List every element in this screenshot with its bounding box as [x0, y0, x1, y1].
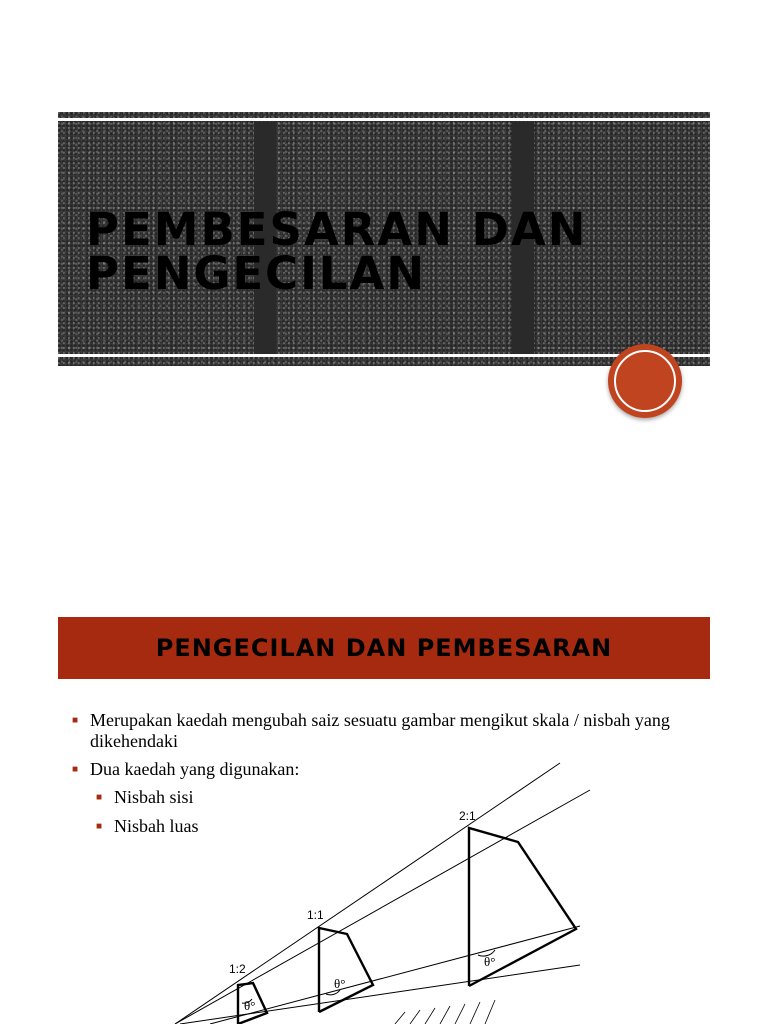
banner-top-rule [58, 118, 710, 121]
projection-ray [175, 763, 560, 1024]
scale-label-1-1: 1:1 [307, 908, 324, 922]
hatch-mark [425, 1008, 435, 1024]
scale-label-2-1: 2:1 [459, 809, 476, 823]
slide-title [86, 203, 588, 300]
section-heading: PENGECILAN DAN PEMBESARAN [155, 634, 613, 662]
banner-bottom-rule [58, 354, 710, 357]
slide-title-line-1: PEMBESARAN DAN [86, 203, 588, 256]
hatch-mark [440, 1006, 450, 1024]
bullet-square-icon: ■ [72, 715, 79, 726]
bullet-square-icon: ■ [96, 792, 103, 803]
angle-label: θ° [334, 976, 346, 991]
slide-title-line-2: PENGECILAN [86, 247, 426, 300]
hatch-mark [410, 1010, 420, 1024]
accent-circle-icon [608, 344, 682, 418]
hatch-mark [470, 1002, 480, 1024]
bullet-item [72, 710, 712, 752]
angle-label: θ° [244, 998, 256, 1013]
bullet-text: Merupakan kaedah mengubah saiz sesuatu gambar mengikut skala / nisbah yang dikehendaki [90, 710, 670, 751]
scaling-diagram [0, 750, 768, 1024]
bullet-text: Dua kaedah yang digunakan: [90, 759, 300, 779]
section-header [58, 617, 710, 679]
hatch-marks [395, 1000, 495, 1024]
sub-bullet-text: Nisbah sisi [114, 787, 194, 807]
hatch-mark [395, 1012, 405, 1024]
hatch-mark [485, 1000, 495, 1024]
trapezoid-shapes [238, 828, 576, 1024]
hatch-mark [455, 1004, 465, 1024]
title-banner [58, 112, 710, 366]
bullet-square-icon: ■ [72, 764, 79, 775]
angle-label: θ° [484, 954, 496, 969]
bullet-square-icon: ■ [96, 821, 103, 832]
scale-label-1-2: 1:2 [229, 962, 246, 976]
sub-bullet-text: Nisbah luas [114, 816, 199, 836]
trapezoid-1-1 [319, 928, 373, 1012]
